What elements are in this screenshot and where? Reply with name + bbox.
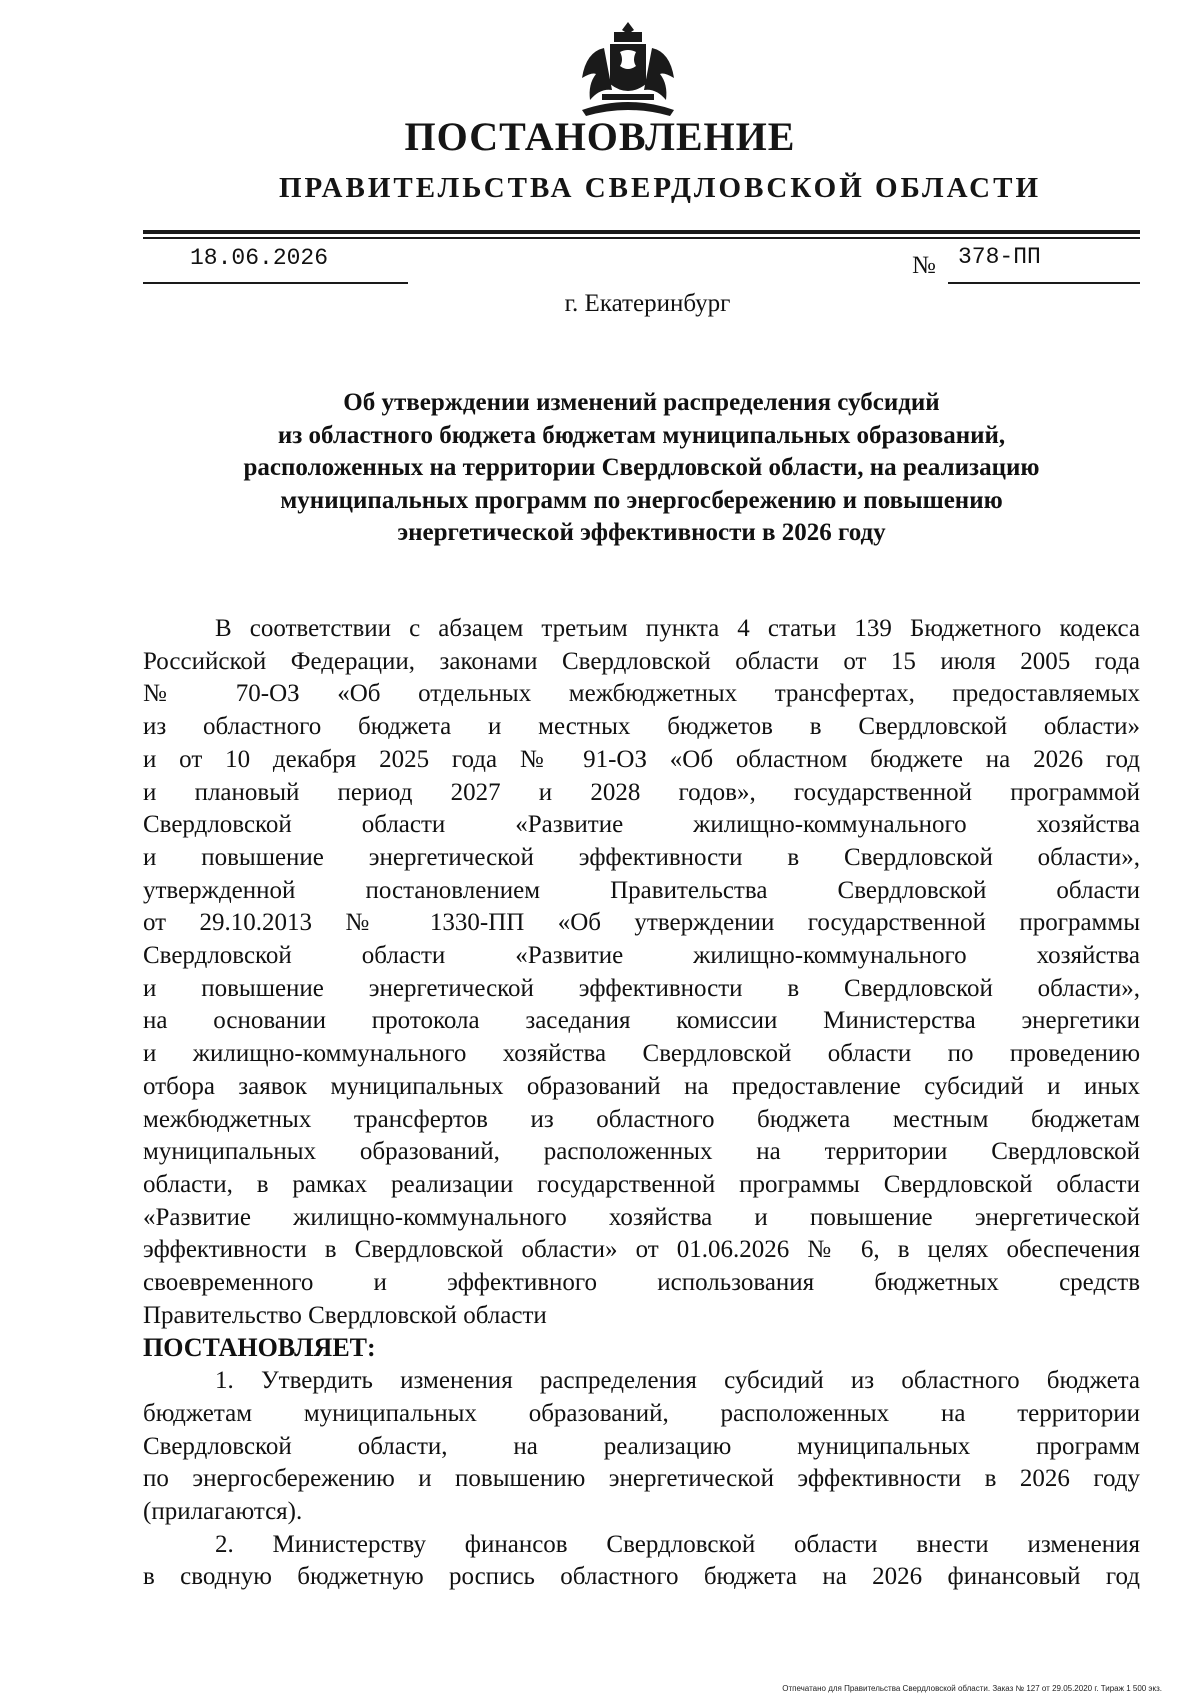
body-line: бюджетам муниципальных образований, расположенных на территории bbox=[143, 1399, 1140, 1427]
body-line: Свердловской области, на реализацию муниципальных программ bbox=[143, 1432, 1140, 1460]
title-line: из областного бюджета бюджетам муниципальных образований, bbox=[277, 421, 1006, 449]
coat-of-arms-emblem bbox=[574, 18, 682, 118]
issue-city: г. Екатеринбург bbox=[564, 290, 731, 317]
title-line: муниципальных программ по энергосбережению и повышению bbox=[280, 486, 1003, 514]
title-line: Об утверждении изменений распределения субсидий bbox=[343, 389, 940, 416]
body-line: Правительство Свердловской области bbox=[143, 1301, 547, 1329]
item-2-paragraph bbox=[143, 1529, 1140, 1594]
body-line: «Развитие жилищно-коммунального хозяйства и повышение энергетической bbox=[143, 1203, 1140, 1231]
body-line: межбюджетных трансфертов из областного бюджета местным бюджетам bbox=[143, 1105, 1140, 1133]
body-line: (прилагаются). bbox=[143, 1497, 303, 1525]
date-underline bbox=[143, 282, 408, 284]
decree-word: ПОСТАНОВЛЯЕТ: bbox=[143, 1333, 376, 1363]
number-underline bbox=[948, 282, 1140, 284]
body-line: и повышение энергетической эффективности в Свердловской области», bbox=[143, 843, 1140, 871]
issuing-authority-heading: ПРАВИТЕЛЬСТВА СВЕРДЛОВСКОЙ ОБЛАСТИ bbox=[278, 172, 1042, 204]
body-line: Свердловской области «Развитие жилищно-коммунального хозяйства bbox=[143, 942, 1140, 970]
body-line: отбора заявок муниципальных образований на предоставление субсидий и иных bbox=[143, 1072, 1140, 1100]
body-line: и жилищно-коммунального хозяйства Свердловской области по проведению bbox=[143, 1040, 1140, 1068]
body-line: 2. Министерству финансов Свердловской области внести изменения bbox=[215, 1530, 1140, 1558]
document-type-heading: ПОСТАНОВЛЕНИЕ bbox=[404, 114, 796, 159]
document-date: 18.06.2026 bbox=[190, 245, 329, 271]
document-number: 378-ПП bbox=[958, 244, 1041, 270]
body-line: Свердловской области «Развитие жилищно-коммунального хозяйства bbox=[143, 811, 1140, 839]
body-line: своевременного и эффективного использования бюджетных средств bbox=[143, 1269, 1140, 1297]
body-line: и плановый период 2027 и 2028 годов», государственной программой bbox=[143, 778, 1140, 806]
document-title bbox=[143, 387, 1140, 550]
body-line: из областного бюджета и местных бюджетов в Свердловской области» bbox=[143, 713, 1140, 741]
body-line: области, в рамках реализации государственной программы Свердловской области bbox=[143, 1170, 1140, 1198]
body-line: на основании протокола заседания комиссии Министерства энергетики bbox=[143, 1007, 1140, 1035]
preamble-paragraph bbox=[143, 613, 1140, 1332]
body-line: эффективности в Свердловской области» от 01.06.2026 № 6, в целях обеспечения bbox=[143, 1236, 1140, 1264]
body-line: в сводную бюджетную роспись областного бюджета на 2026 финансовый год bbox=[143, 1563, 1140, 1591]
body-line: от 29.10.2013 № 1330-ПП «Об утверждении государственной программы bbox=[143, 909, 1140, 937]
body-line: утвержденной постановлением Правительства Свердловской области bbox=[143, 876, 1140, 904]
body-line: Российской Федерации, законами Свердловской области от 15 июля 2005 года bbox=[143, 647, 1140, 675]
title-line: энергетической эффективности в 2026 году bbox=[397, 519, 886, 546]
body-line: муниципальных образований, расположенных на территории Свердловской bbox=[143, 1138, 1140, 1166]
body-line: и повышение энергетической эффективности в Свердловской области», bbox=[143, 974, 1140, 1002]
header-thin-rule bbox=[143, 237, 1140, 239]
item-1-paragraph bbox=[143, 1365, 1140, 1529]
body-line: № 70-ОЗ «Об отдельных межбюджетных трансфертах, предоставляемых bbox=[143, 680, 1140, 708]
body-line: 1. Утвердить изменения распределения субсидий из областного бюджета bbox=[215, 1367, 1140, 1395]
body-line: и от 10 декабря 2025 года № 91-ОЗ «Об областном бюджете на 2026 год bbox=[143, 745, 1140, 773]
document-body bbox=[143, 613, 1140, 1594]
body-line: по энергосбережению и повышению энергетической эффективности в 2026 году bbox=[143, 1465, 1140, 1493]
body-line: В соответствии с абзацем третьим пункта 4 статьи 139 Бюджетного кодекса bbox=[215, 615, 1140, 642]
number-sign: № bbox=[912, 252, 936, 279]
title-line: расположенных на территории Свердловской области, на реализацию bbox=[243, 454, 1040, 481]
header-thick-rule bbox=[143, 230, 1140, 234]
print-footer: Отпечатано для Правительства Свердловской области. Заказ № 127 от 29.05.2020 г. Тираж 1 500 экз. bbox=[782, 1684, 1162, 1693]
